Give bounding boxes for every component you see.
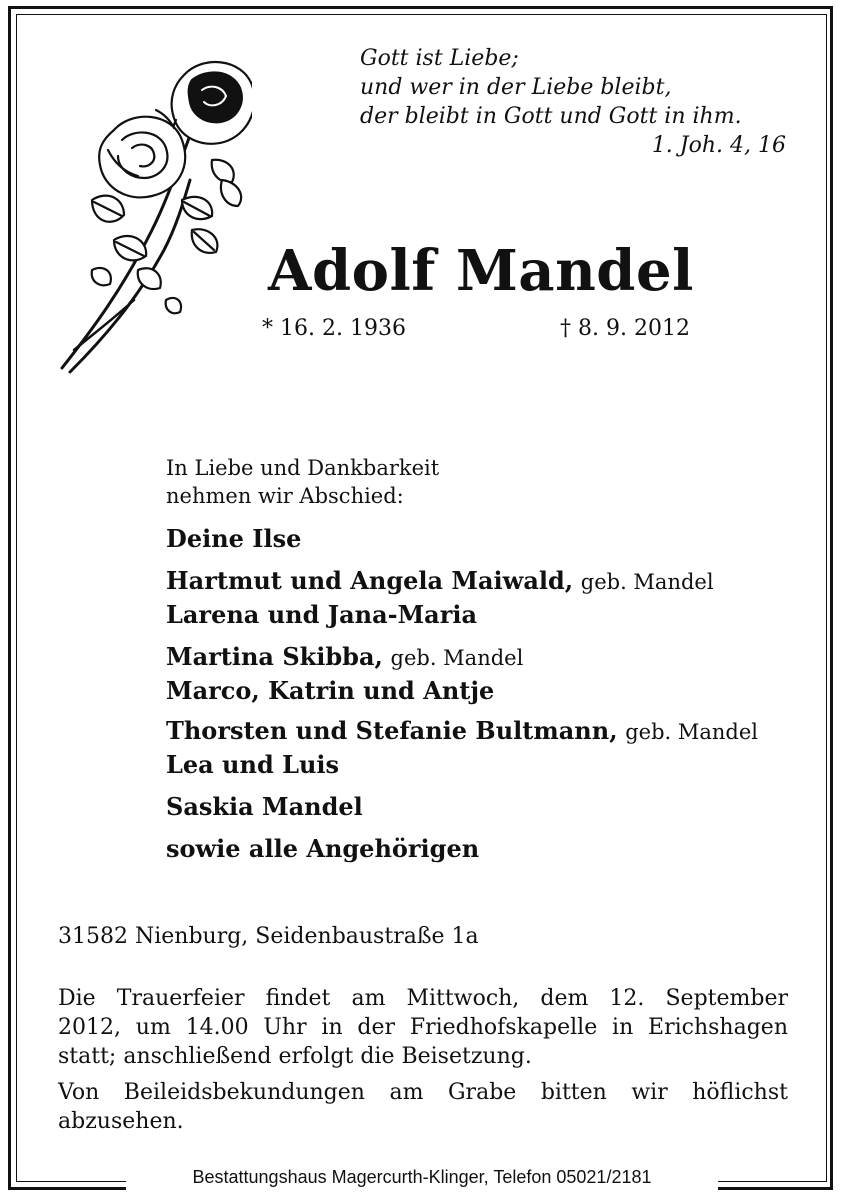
mourner-line [166,642,806,671]
funeral-notice [58,984,788,1071]
mourner-name: Martina Skibba, [166,642,383,671]
bible-verse [360,44,790,160]
birth-date: * 16. 2. 1936 [262,316,406,341]
mourner-name: sowie alle Angehörigen [166,834,480,863]
mourner-name: Marco, Katrin und Antje [166,676,495,705]
maiden-name: geb. Mandel [625,720,759,744]
verse-line: Gott ist Liebe; [360,46,519,71]
funeral-line: 2012, um 14.00 Uhr in der Friedhofskapelle in Erichshagen [58,1015,788,1040]
maiden-name: geb. Mandel [390,646,524,670]
roses-icon [52,50,252,380]
verse-line: und wer in der Liebe bleibt, [360,75,672,100]
mourner-name: Larena und Jana-Maria [166,600,478,629]
mourner-name: Deine Ilse [166,524,302,553]
mourner-line [166,566,806,595]
intro-line: nehmen wir Abschied: [166,484,404,508]
mourner-name: Thorsten und Stefanie Bultmann, [166,716,618,745]
mourner-line [166,600,806,629]
condolence-line: abzusehen. [58,1109,184,1134]
verse-reference: 1. Joh. 4, 16 [651,133,786,158]
mourner-line [166,716,806,745]
mourner-line [166,792,806,821]
mourner-line [166,676,806,705]
intro-line: In Liebe und Dankbarkeit [166,456,440,480]
farewell-intro [166,454,439,510]
address: 31582 Nienburg, Seidenbaustraße 1a [58,924,479,949]
condolence-notice [58,1078,788,1136]
condolence-line: Von Beileidsbekundungen am Grabe bitten wir höflichst [58,1080,788,1105]
mourner-name: Saskia Mandel [166,792,363,821]
mourner-name: Hartmut und Angela Maiwald, [166,566,574,595]
funeral-line: Die Trauerfeier findet am Mittwoch, dem 12. September [58,986,788,1011]
mourner-line [166,524,806,553]
verse-line: der bleibt in Gott und Gott in ihm. [360,104,742,129]
funeral-home-footer: Bestattungshaus Magercurth-Klinger, Telefon 05021/2181 [126,1164,718,1190]
maiden-name: geb. Mandel [580,570,714,594]
death-date: † 8. 9. 2012 [560,316,690,341]
deceased-name: Adolf Mandel [268,238,694,304]
mourner-name: Lea und Luis [166,750,340,779]
funeral-line: statt; anschließend erfolgt die Beisetzung. [58,1044,532,1069]
mourner-line [166,750,806,779]
mourner-line [166,834,806,863]
